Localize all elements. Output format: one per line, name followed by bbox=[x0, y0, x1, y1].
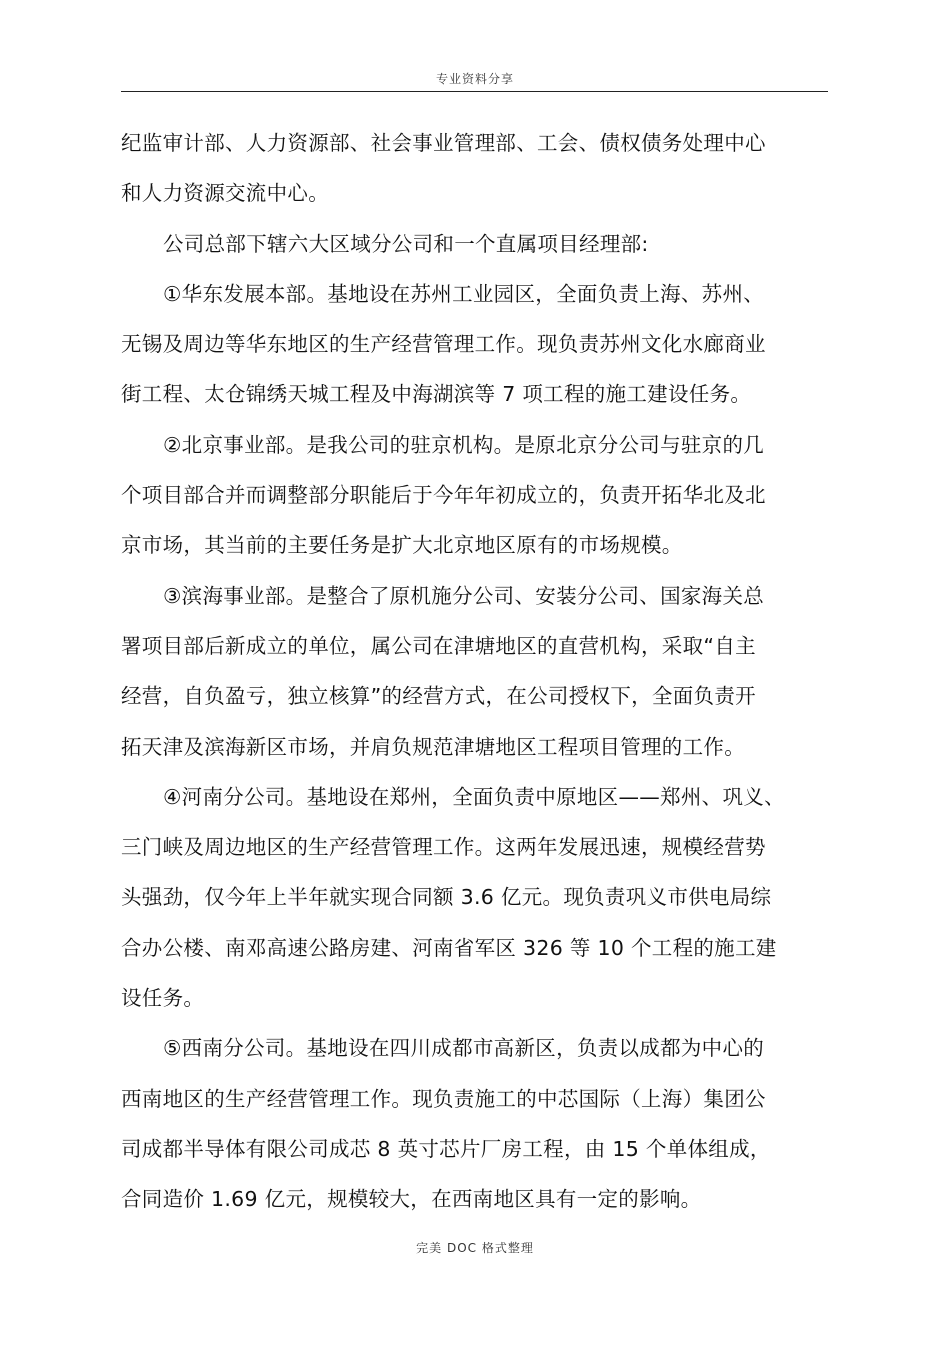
body-line: ③滨海事业部。是整合了原机施分公司、安装分公司、国家海关总 bbox=[163, 583, 765, 608]
body-line: 西南地区的生产经营管理工作。现负责施工的中芯国际（上海）集团公 bbox=[121, 1086, 766, 1111]
body-line: 和人力资源交流中心。 bbox=[121, 181, 329, 206]
body-line: 街工程、太仓锦绣天城工程及中海湖滨等 7 项工程的施工建设任务。 bbox=[121, 382, 752, 407]
body-line: 合办公楼、南邓高速公路房建、河南省军区 326 等 10 个工程的施工建 bbox=[121, 935, 777, 960]
body-line: 头强劲，仅今年上半年就实现合同额 3.6 亿元。现负责巩义市供电局综 bbox=[121, 885, 772, 910]
body-line: 纪监审计部、人力资源部、社会事业管理部、工会、债权债务处理中心 bbox=[121, 131, 766, 155]
body-line: 合同造价 1.69 亿元，规模较大，在西南地区具有一定的影响。 bbox=[121, 1187, 702, 1212]
body-line: ⑤西南分公司。基地设在四川成都市高新区，负责以成都为中心的 bbox=[163, 1036, 765, 1061]
body-line: 拓天津及滨海新区市场，并肩负规范津塘地区工程项目管理的工作。 bbox=[121, 734, 745, 759]
header-divider bbox=[121, 91, 828, 92]
body-line: 司成都半导体有限公司成芯 8 英寸芯片厂房工程，由 15 个单体组成， bbox=[121, 1136, 771, 1161]
body-line: 设任务。 bbox=[121, 986, 205, 1011]
body-line: 京市场，其当前的主要任务是扩大北京地区原有的市场规模。 bbox=[121, 533, 683, 558]
page-footer: 完美 DOC 格式整理 bbox=[416, 1241, 534, 1255]
body-line: 公司总部下辖六大区域分公司和一个直属项目经理部: bbox=[163, 231, 649, 256]
page-header: 专业资料分享 bbox=[435, 72, 514, 86]
document-body bbox=[121, 124, 833, 1231]
body-line: 经营，自负盈亏，独立核算”的经营方式，在公司授权下，全面负责开 bbox=[121, 684, 756, 709]
body-line: 署项目部后新成立的单位，属公司在津塘地区的直营机构，采取“自主 bbox=[121, 633, 756, 658]
body-line: 个项目部合并而调整部分职能后于今年年初成立的，负责开拓华北及北 bbox=[121, 483, 766, 508]
body-line: 三门峡及周边地区的生产经营管理工作。这两年发展迅速，规模经营势 bbox=[121, 835, 766, 860]
body-line: 无锡及周边等华东地区的生产经营管理工作。现负责苏州文化水廊商业 bbox=[121, 332, 766, 357]
body-line: ④河南分公司。基地设在郑州，全面负责中原地区——郑州、巩义、 bbox=[163, 784, 785, 809]
body-line: ①华东发展本部。基地设在苏州工业园区，全面负责上海、苏州、 bbox=[163, 281, 765, 306]
body-line: ②北京事业部。是我公司的驻京机构。是原北京分公司与驻京的几 bbox=[163, 432, 765, 457]
